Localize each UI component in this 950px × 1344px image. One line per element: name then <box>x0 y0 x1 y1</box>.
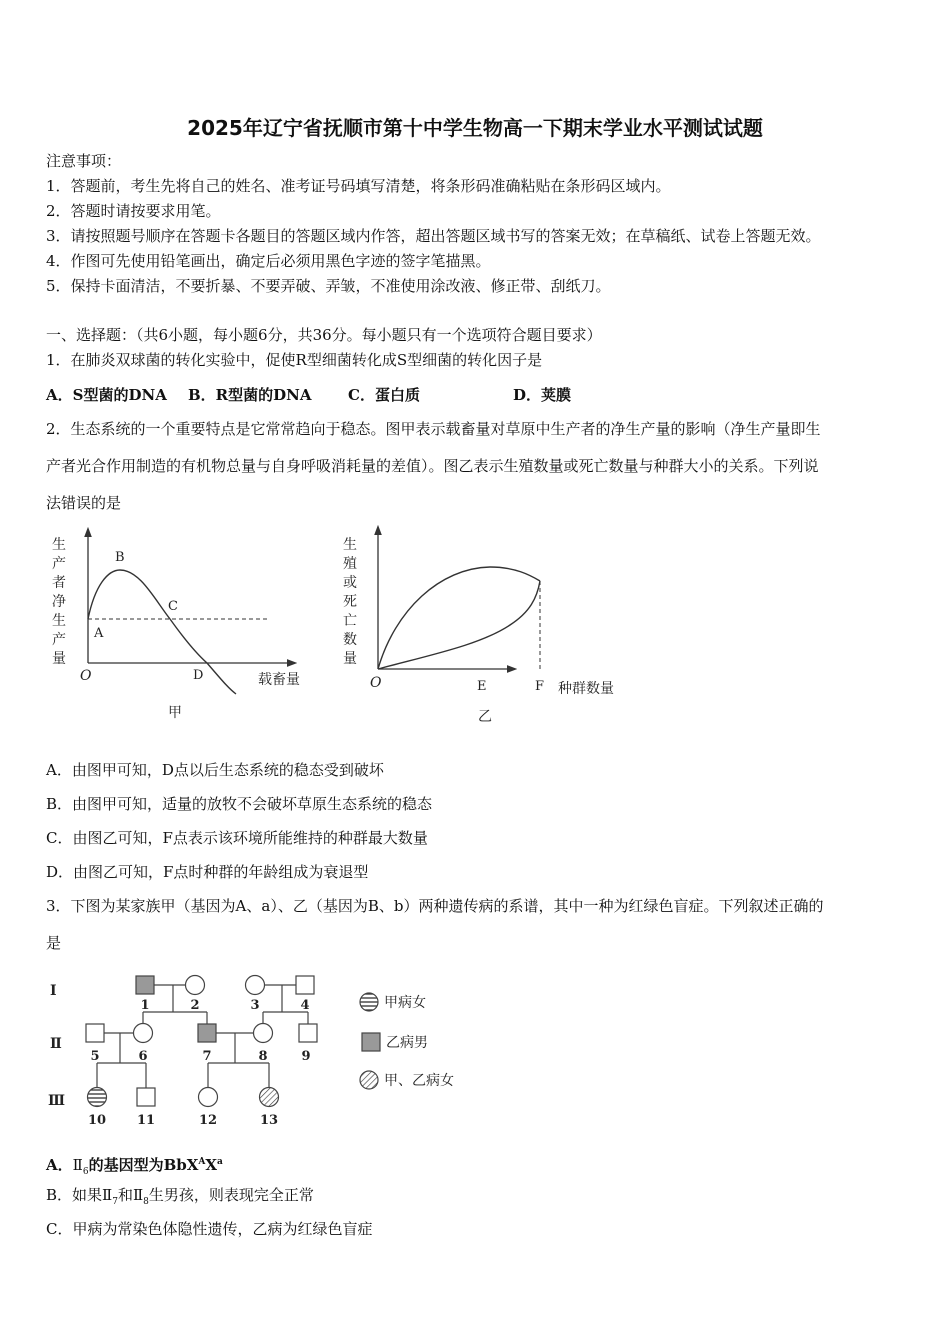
q2-option-d[interactable]: D．由图乙可知，F点时种群的年龄组成为衰退型 <box>46 863 369 881</box>
q3-option-b[interactable]: B．如果$Ⅱ_7$和$Ⅱ_8$生男孩，则表现完全正常 <box>46 1186 314 1207</box>
svg-text:13: 13 <box>259 1113 279 1128</box>
female-affected-jia <box>88 1088 107 1107</box>
generation-label: Ⅲ <box>48 1093 66 1109</box>
origin-label: O <box>80 668 92 684</box>
legend-label: 甲病女 <box>384 995 426 1011</box>
x-axis-label: 种群数量 <box>558 681 614 697</box>
svg-text:12: 12 <box>198 1113 218 1128</box>
male-normal <box>299 1024 317 1042</box>
svg-text:产: 产 <box>52 556 66 572</box>
page-title: 2025年辽宁省抚顺市第十中学生物高一下期末学业水平测试试题 <box>187 116 763 140</box>
svg-text:生: 生 <box>52 537 66 553</box>
q1-stem: 1．在肺炎双球菌的转化实验中，促使R型细菌转化成S型细菌的转化因子是 <box>46 351 543 369</box>
note-item: 2．答题时请按要求用笔。 <box>46 202 221 220</box>
svg-text:5: 5 <box>90 1049 100 1064</box>
female-normal <box>134 1024 153 1043</box>
point-d-label: D <box>193 668 204 683</box>
point-b-label: B <box>115 550 125 565</box>
svg-text:生: 生 <box>343 537 357 553</box>
q1-option-d[interactable]: D．荚膜 <box>513 386 572 404</box>
generation-label: Ⅰ <box>50 983 57 999</box>
q3-option-a[interactable]: A．$Ⅱ_6$的基因型为$BbX^AX^a$ <box>46 1156 223 1177</box>
female-normal <box>246 976 265 995</box>
birth-curve <box>378 567 540 669</box>
q1-option-c[interactable]: C．蛋白质 <box>348 386 420 404</box>
female-affected-both <box>260 1088 279 1107</box>
svg-text:量: 量 <box>52 651 66 667</box>
note-item: 1．答题前，考生先将自己的姓名、准考证号码填写清楚，将条形码准确粘贴在条形码区域内。 <box>46 177 671 195</box>
male-affected-yi <box>198 1024 216 1042</box>
q2-option-b[interactable]: B．由图甲可知，适量的放牧不会破坏草原生态系统的稳态 <box>46 795 433 813</box>
origin-label: O <box>370 675 382 691</box>
male-normal <box>86 1024 104 1042</box>
legend-jia-female-icon <box>360 993 378 1011</box>
q2-option-c[interactable]: C．由图乙可知，F点表示该环境所能维持的种群最大数量 <box>46 829 428 847</box>
point-e-label: E <box>477 679 487 694</box>
svg-text:或: 或 <box>343 575 357 591</box>
female-normal <box>186 976 205 995</box>
svg-text:2: 2 <box>190 998 200 1013</box>
generation-label: Ⅱ <box>50 1036 62 1052</box>
svg-text:量: 量 <box>343 651 357 667</box>
female-normal <box>199 1088 218 1107</box>
figure-caption: 甲 <box>168 705 182 721</box>
svg-text:4: 4 <box>300 998 310 1013</box>
male-normal <box>296 976 314 994</box>
pedigree-chart <box>48 976 454 1129</box>
note-item: 3．请按照题号顺序在答题卡各题目的答题区域内作答，超出答题区域书写的答案无效；在草稿纸、试卷上答题无效。 <box>46 227 821 245</box>
note-item: 4．作图可先使用铅笔画出，确定后必须用黑色字迹的签字笔描黑。 <box>46 252 491 270</box>
svg-text:亡: 亡 <box>343 613 357 629</box>
legend-yi-male-icon <box>362 1033 380 1051</box>
svg-text:净: 净 <box>52 594 66 610</box>
male-affected-yi <box>136 976 154 994</box>
svg-text:3: 3 <box>250 998 260 1013</box>
q1-option-b[interactable]: B．R型菌的DNA <box>188 386 312 404</box>
q2-option-a[interactable]: A．由图甲可知，D点以后生态系统的稳态受到破坏 <box>46 761 384 779</box>
svg-text:7: 7 <box>202 1049 212 1064</box>
q3-stem-line: 3．下图为某家族甲（基因为A、a）、乙（基因为B、b）两种遗传病的系谱，其中一种为红绿色盲症。下列叙述正确的 <box>46 897 824 915</box>
point-c-label: C <box>168 599 178 614</box>
q3-option-c[interactable]: C．甲病为常染色体隐性遗传，乙病为红绿色盲症 <box>46 1220 373 1238</box>
svg-text:者: 者 <box>52 575 66 591</box>
svg-text:殖: 殖 <box>343 556 357 572</box>
figure-jia <box>52 532 300 721</box>
q1-option-a[interactable]: A．S型菌的DNA <box>46 386 167 404</box>
point-f-label: F <box>535 679 545 694</box>
q3-stem-line: 是 <box>46 934 62 952</box>
svg-text:生: 生 <box>52 613 66 629</box>
q2-stem-line: 2．生态系统的一个重要特点是它常常趋向于稳态。图甲表示载畜量对草原中生产者的净生产量的影响（净生产量即生 <box>46 420 821 438</box>
legend-both-female-icon <box>360 1071 378 1089</box>
section-heading: 一、选择题：（共6小题，每小题6分，共36分。每小题只有一个选项符合题目要求） <box>46 326 602 344</box>
svg-text:9: 9 <box>301 1049 311 1064</box>
y-axis-label <box>343 536 357 667</box>
notes-heading: 注意事项： <box>46 152 122 170</box>
death-curve <box>378 581 540 669</box>
point-a-label: A <box>94 626 104 641</box>
svg-text:1: 1 <box>140 998 150 1013</box>
svg-text:产: 产 <box>52 632 66 648</box>
q2-stem-line: 法错误的是 <box>46 494 122 512</box>
svg-text:10: 10 <box>87 1113 107 1128</box>
q2-stem-line: 产者光合作用制造的有机物总量与自身呼吸消耗量的差值）。图乙表示生殖数量或死亡数量与种群大小的关系。下列说 <box>46 457 819 475</box>
figure-caption: 乙 <box>478 709 492 725</box>
net-production-curve <box>88 570 236 694</box>
svg-text:数: 数 <box>343 632 357 648</box>
legend-label: 甲、乙病女 <box>384 1073 454 1089</box>
svg-text:8: 8 <box>258 1049 268 1064</box>
note-item: 5．保持卡面清洁，不要折暴、不要弄破、弄皱，不准使用涂改液、修正带、刮纸刀。 <box>46 277 611 295</box>
figure-yi <box>343 530 614 725</box>
x-axis-label: 载畜量 <box>258 672 300 688</box>
male-normal <box>137 1088 155 1106</box>
svg-text:死: 死 <box>343 594 357 610</box>
legend-label: 乙病男 <box>386 1035 428 1051</box>
svg-text:11: 11 <box>136 1113 156 1128</box>
female-normal <box>254 1024 273 1043</box>
svg-text:6: 6 <box>138 1049 148 1064</box>
y-axis-label <box>52 536 66 667</box>
